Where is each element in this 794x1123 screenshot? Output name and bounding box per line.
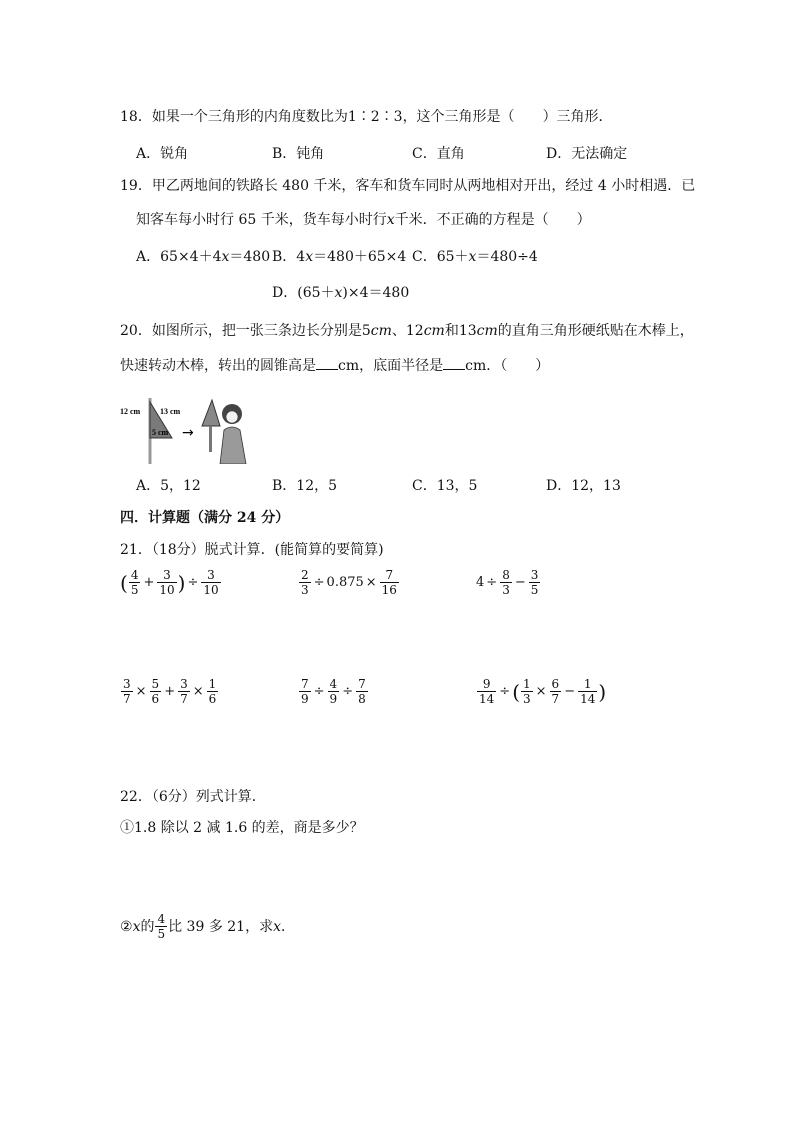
q20-len: 5 xyxy=(361,323,371,339)
girl-stick xyxy=(209,426,212,452)
numerator: 3 xyxy=(530,568,539,582)
numerator: 4 xyxy=(130,568,139,582)
section-title: 四．计算题（满分 24 分） xyxy=(120,510,290,526)
q19-option-b[interactable] xyxy=(272,247,406,267)
operator: + xyxy=(143,575,155,590)
fraction xyxy=(207,677,219,706)
option-expr-tail: )×4＝480 xyxy=(342,285,410,301)
girl-face xyxy=(226,411,238,423)
paren: ) xyxy=(177,570,186,595)
q19-stem-line2 xyxy=(136,210,591,230)
fraction xyxy=(477,677,496,706)
q20-text: 快速转动木棒，转出的圆锥高是 xyxy=(120,358,316,374)
q20-figure xyxy=(120,398,260,464)
numerator: 3 xyxy=(207,568,215,582)
option-label: D． xyxy=(272,285,298,301)
denominator: 7 xyxy=(180,692,188,706)
q20-option-a[interactable]: A．5，12 xyxy=(136,478,201,494)
numerator: 8 xyxy=(502,568,510,582)
arrow-icon: → xyxy=(182,425,194,441)
triangle-rotation-illustration xyxy=(120,398,260,464)
q22-title: 22．（6分）列式计算． xyxy=(120,789,266,805)
girl-body xyxy=(220,427,246,464)
numerator: 6 xyxy=(551,677,560,691)
q19-option-d[interactable] xyxy=(272,283,409,303)
q20-unit: cm xyxy=(423,323,445,339)
numerator: 3 xyxy=(163,568,171,582)
numerator: 5 xyxy=(151,677,160,691)
denominator: 10 xyxy=(159,583,175,597)
q21-expr-1[interactable] xyxy=(120,568,222,597)
q22-variable: x xyxy=(132,918,141,935)
fraction xyxy=(328,677,340,706)
q20-len: 13 xyxy=(458,323,477,339)
q20-option-c[interactable]: C．13，5 xyxy=(412,478,478,494)
label-12cm: 12 cm xyxy=(120,407,141,416)
denominator: 5 xyxy=(157,927,166,941)
q18-text-c: ）三角形． xyxy=(542,109,613,125)
q20-stem-line1 xyxy=(120,321,694,341)
q20-option-d[interactable]: D．12，13 xyxy=(546,478,621,494)
q20-text-d: ） xyxy=(535,358,550,374)
q19-stem-line1: 19．甲乙两地间的铁路长 480 千米，客车和货车同时从两地相对开出，经过 4 小时相遇．已 xyxy=(120,178,696,194)
denominator: 8 xyxy=(358,692,366,706)
q20-text-b: cm，底面半径是 xyxy=(338,358,444,374)
operator: ÷ xyxy=(313,684,325,699)
denominator: 6 xyxy=(208,692,217,706)
q19-option-c[interactable] xyxy=(412,247,538,267)
q21-expr-4[interactable] xyxy=(120,677,219,706)
denominator: 6 xyxy=(151,692,160,706)
paren: ( xyxy=(120,570,128,595)
fraction xyxy=(550,677,562,706)
q22-text-c: 比 39 多 21，求 xyxy=(168,918,274,935)
q19-variable: x xyxy=(386,212,395,228)
numerator: 9 xyxy=(482,677,491,691)
fraction xyxy=(157,568,176,597)
operator: ÷ xyxy=(187,575,199,590)
numerator: 7 xyxy=(301,677,309,691)
denominator: 14 xyxy=(580,692,596,706)
option-var: x xyxy=(468,249,477,265)
cone-icon xyxy=(202,400,220,426)
denominator: 16 xyxy=(381,583,397,597)
option-label: A． xyxy=(136,249,161,265)
operator: × xyxy=(365,575,377,590)
option-var: x xyxy=(305,249,314,265)
denominator: 7 xyxy=(551,692,560,706)
option-expr: 65＋ xyxy=(436,249,469,265)
q18-text: 18．如果一个三角形的内角度数比为 xyxy=(120,109,348,125)
numerator: 1 xyxy=(523,677,531,691)
operator: ÷ xyxy=(486,575,498,590)
q21-expr-6[interactable] xyxy=(476,677,606,706)
q22-variable: x xyxy=(273,918,281,935)
q18-option-d[interactable]: D．无法确定 xyxy=(546,146,628,162)
fill-blank[interactable] xyxy=(443,356,465,370)
operator: × xyxy=(192,684,204,699)
fraction xyxy=(299,677,311,706)
denominator: 5 xyxy=(530,583,539,597)
fraction xyxy=(155,912,167,941)
label-13cm: 13 cm xyxy=(160,407,181,416)
q21-title: 21．（18分）脱式计算．(能简算的要简算) xyxy=(120,542,384,558)
operator: × xyxy=(535,684,547,699)
operator: ÷ xyxy=(313,575,325,590)
option-expr-tail: ＝480＋65×4 xyxy=(313,249,407,265)
q20-text-b: 的直角三角形硬纸贴在木棒上， xyxy=(497,323,694,339)
q22-text-d: ． xyxy=(281,918,295,935)
fill-blank[interactable] xyxy=(316,356,338,370)
numerator: 2 xyxy=(301,568,309,582)
fraction xyxy=(380,568,399,597)
q20-stem-line2 xyxy=(120,356,549,376)
denominator: 7 xyxy=(123,692,131,706)
q20-option-b[interactable]: B．12，5 xyxy=(272,478,338,494)
operator: − xyxy=(564,684,576,699)
option-expr: (65＋ xyxy=(297,285,335,301)
option-coef: 4 xyxy=(296,249,306,265)
denominator: 5 xyxy=(130,583,139,597)
q22-text: 的 xyxy=(140,918,155,935)
option-expr-tail: ＝480÷4 xyxy=(476,249,538,265)
fraction xyxy=(521,677,533,706)
denominator: 14 xyxy=(479,692,495,706)
option-var: x xyxy=(334,285,343,301)
option-expr-tail: ＝480 xyxy=(229,249,271,265)
q21-expr-5[interactable] xyxy=(298,677,369,706)
q20-unit: cm xyxy=(476,323,498,339)
q18-option-b[interactable]: B．钝角 xyxy=(272,146,325,162)
option-label: B． xyxy=(272,249,297,265)
q19-text-b: 千米．不正确的方程是（ xyxy=(394,212,549,228)
denominator: 3 xyxy=(502,583,510,597)
q18-ratio: 1∶2∶3 xyxy=(347,109,403,125)
fraction xyxy=(201,568,220,597)
operator: ÷ xyxy=(499,684,511,699)
operator: − xyxy=(514,575,526,590)
numerator: 4 xyxy=(329,677,338,691)
fraction xyxy=(356,677,368,706)
decimal-number: 0.875 xyxy=(326,575,364,590)
operator: × xyxy=(135,684,147,699)
q19-option-a[interactable] xyxy=(136,247,270,267)
paren: ) xyxy=(598,679,607,704)
q20-text: 20．如图所示，把一张三条边长分别是 xyxy=(120,323,362,339)
q21-expr-3[interactable] xyxy=(476,568,541,597)
fraction xyxy=(500,568,512,597)
operator: + xyxy=(164,684,176,699)
numerator: 3 xyxy=(123,677,131,691)
denominator: 9 xyxy=(329,692,338,706)
q19-text-c: ） xyxy=(576,212,591,228)
q21-expr-2[interactable] xyxy=(298,568,400,597)
numerator: 1 xyxy=(583,677,592,691)
q20-text-c: cm．（ xyxy=(465,358,508,374)
numerator: 4 xyxy=(157,912,166,926)
numerator: 3 xyxy=(180,677,188,691)
numerator: 1 xyxy=(208,677,217,691)
q18-stem xyxy=(120,107,613,127)
q20-sep: 、 xyxy=(391,323,406,339)
fraction xyxy=(529,568,541,597)
denominator: 10 xyxy=(203,583,219,597)
q22-marker: ② xyxy=(120,918,133,935)
numerator: 7 xyxy=(358,677,366,691)
q19-text: 知客车每小时行 65 千米，货车每小时行 xyxy=(136,212,387,228)
denominator: 3 xyxy=(523,692,531,706)
q18-option-a[interactable]: A．锐角 xyxy=(136,146,189,162)
fraction xyxy=(178,677,190,706)
q18-text-b: ，这个三角形是（ xyxy=(402,109,515,125)
q20-unit: cm xyxy=(370,323,392,339)
q20-and: 和 xyxy=(444,323,459,339)
fraction xyxy=(299,568,311,597)
label-5cm: 5 cm xyxy=(152,428,169,437)
option-expr: 65×4＋4 xyxy=(160,249,222,265)
option-label: C． xyxy=(412,249,437,265)
paren: ( xyxy=(512,679,520,704)
integer: 4 xyxy=(476,575,485,590)
q20-len: 12 xyxy=(405,323,424,339)
denominator: 9 xyxy=(301,692,309,706)
option-var: x xyxy=(221,249,230,265)
fraction xyxy=(121,677,133,706)
fraction xyxy=(150,677,162,706)
fraction xyxy=(129,568,141,597)
numerator: 7 xyxy=(385,568,394,582)
fraction xyxy=(578,677,597,706)
denominator: 3 xyxy=(301,583,309,597)
q22-part-1: ①1.8 除以 2 减 1.6 的差，商是多少？ xyxy=(120,820,364,836)
q22-part-2 xyxy=(120,912,295,941)
operator: ÷ xyxy=(342,684,354,699)
q18-option-c[interactable]: C．直角 xyxy=(412,146,465,162)
